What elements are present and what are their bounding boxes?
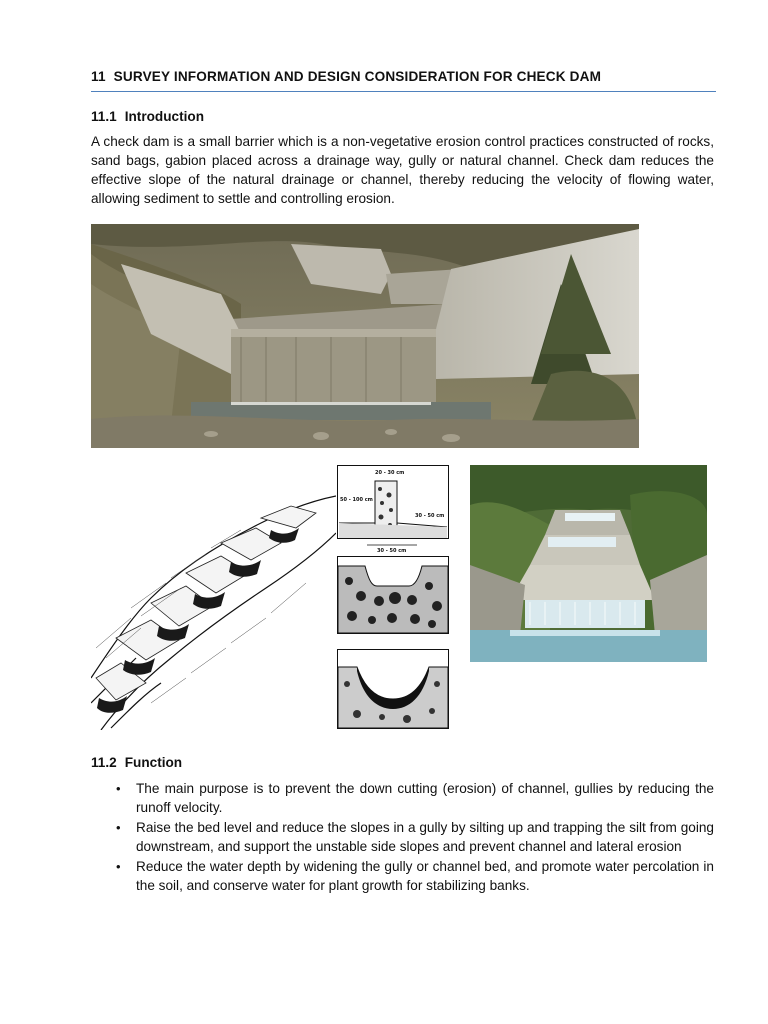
section-number: 11.1 (91, 109, 117, 124)
function-bullet-list (91, 779, 714, 896)
bullet-icon: • (116, 820, 121, 835)
list-item-text: The main purpose is to prevent the down cutting (erosion) of channel, gullies by reducing the runoff velocity. (136, 781, 714, 815)
section-heading-introduction (91, 109, 204, 124)
dimension-base: 30 - 50 cm (377, 548, 407, 553)
bullet-icon: • (116, 781, 121, 796)
stepped-check-dams-photo (470, 465, 707, 662)
cross-section-diagram-bottom (337, 649, 449, 729)
dimension-side: 30 - 50 cm (415, 513, 445, 519)
list-item (91, 857, 714, 895)
check-dam-series-sketch (91, 488, 336, 730)
check-dam-photo (91, 224, 639, 448)
section-heading-function (91, 755, 182, 770)
section-title: Introduction (124, 109, 204, 124)
chapter-number: 11 (91, 69, 106, 84)
intro-paragraph: A check dam is a small barrier which is a non-vegetative erosion control practices constructed of rocks, sand bags, gabion placed across a drainage way, gully or natural channel. Check dam reduces the effective slope of the natural drainage or channel, thereby reducing the velocity of flowing water, allowing sediment to settle and controlling erosion. (91, 134, 714, 206)
chapter-title-text: SURVEY INFORMATION AND DESIGN CONSIDERATION FOR CHECK DAM (113, 69, 602, 84)
cross-section-diagram-top (337, 465, 449, 553)
dimension-top-width: 20 - 30 cm (375, 470, 405, 476)
cross-section-diagram-middle (337, 556, 449, 634)
list-item-text: Raise the bed level and reduce the slopes in a gully by silting up and trapping the silt from going downstream, and support the unstable side slopes and prevent channel and lateral erosion (136, 820, 714, 854)
section-title: Function (124, 755, 183, 770)
bullet-icon: • (116, 859, 121, 874)
list-item (91, 818, 714, 856)
dimension-height: 50 - 100 cm (340, 497, 373, 503)
chapter-title (91, 69, 716, 92)
list-item (91, 779, 714, 817)
list-item-text: Reduce the water depth by widening the gully or channel bed, and promote water percolation in the soil, and conserve water for plant growth for stabilizing banks. (136, 859, 714, 893)
section-number: 11.2 (91, 755, 117, 770)
